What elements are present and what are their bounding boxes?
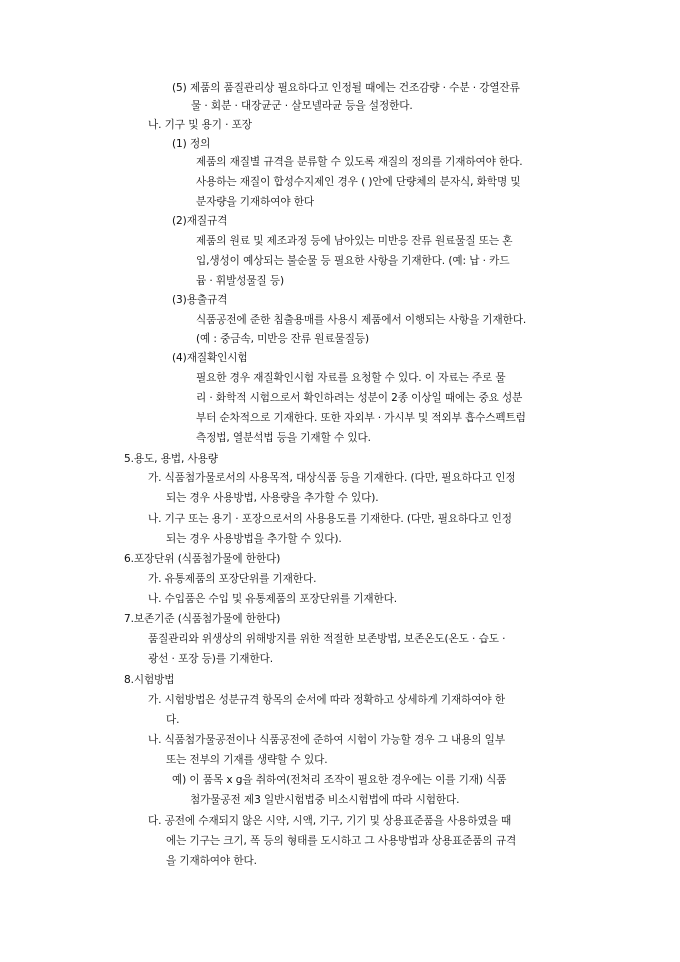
text-line: 가. 유통제품의 포장단위를 기재한다. — [148, 573, 317, 585]
text-line: 물 · 회분 · 대장균군 · 살모넬라균 등을 설정한다. — [191, 100, 413, 112]
text-line: 필요한 경우 재질확인시험 자료를 요청할 수 있다. 이 자료는 주로 물 — [196, 372, 506, 384]
text-line: 가. 식품첨가물로서의 사용목적, 대상식품 등을 기재한다. (다만, 필요하다고 인정 — [148, 472, 516, 484]
text-line: 다. 공전에 수재되지 않은 시약, 시액, 기구, 기기 및 상용표준품을 사용하였을 때 — [148, 815, 512, 827]
text-line: 예) 이 품목 x g을 취하여(전처리 조작이 필요한 경우에는 이를 기재) 식품 — [172, 774, 507, 786]
text-line: 측정법, 열분석법 등을 기재할 수 있다. — [196, 432, 371, 444]
text-line: 뮴 · 휘발성물질 등) — [196, 275, 285, 287]
text-line: 나. 기구 또는 용기 · 포장으로서의 사용용도를 기재한다. (다만, 필요하다고 인정 — [148, 513, 512, 525]
text-line: 되는 경우 사용방법, 사용량을 추가할 수 있다). — [166, 492, 379, 504]
text-line: 다. — [166, 714, 180, 726]
section-heading: 7.보존기준 (식품첨가물에 한한다) — [124, 613, 281, 625]
text-line: 나. 식품첨가물공전이나 식품공전에 준하여 시험이 가능할 경우 그 내용의 일부 — [148, 734, 505, 746]
text-line: 되는 경우 사용방법을 추가할 수 있다). — [166, 533, 342, 545]
text-line: (예 : 중금속, 미반응 잔류 원료물질등) — [196, 333, 370, 345]
subsection-heading: (4)재질확인시험 — [172, 352, 248, 364]
section-heading: 6.포장단위 (식품첨가물에 한한다) — [124, 553, 281, 565]
text-line: 부터 순차적으로 기재한다. 또한 자외부 · 가시부 및 적외부 흡수스펙트럼 — [196, 412, 526, 424]
text-line: 가. 시험방법은 성분규격 항목의 순서에 따라 정확하고 상세하게 기재하여야 한 — [148, 694, 505, 706]
text-line: 을 기재하여야 한다. — [166, 855, 257, 867]
text-line: 사용하는 재질이 합성수지제인 경우 ( )안에 단량체의 분자식, 화학명 및 — [196, 176, 521, 188]
text-line: 제품의 재질별 규격을 분류할 수 있도록 재질의 정의를 기재하여야 한다. — [196, 156, 523, 168]
subsection-heading: (3)용출규격 — [172, 294, 228, 306]
text-line: 또는 전부의 기재를 생략할 수 있다. — [166, 754, 328, 766]
text-line: 식품공전에 준한 침출용매를 사용시 제품에서 이행되는 사항을 기재한다. — [196, 314, 527, 326]
text-line: 에는 기구는 크기, 폭 등의 형태를 도시하고 그 사용방법과 상용표준품의 규격 — [166, 835, 517, 847]
text-line: 리 · 화학적 시험으로서 확인하려는 성분이 2종 이상일 때에는 중요 성분 — [196, 392, 523, 404]
subsection-heading: (1) 정의 — [172, 138, 211, 150]
section-heading: 나. 기구 및 용기 · 포장 — [148, 119, 252, 131]
text-line: 제품의 원료 및 제조과정 등에 남아있는 미반응 잔류 원료물질 또는 혼 — [196, 235, 513, 247]
subsection-heading: (2)재질규격 — [172, 215, 228, 227]
text-line: 나. 수입품은 수입 및 유통제품의 포장단위를 기재한다. — [148, 593, 398, 605]
text-line: (5) 제품의 품질관리상 필요하다고 인정될 때에는 건조감량 · 수분 · 강열잔류 — [172, 82, 520, 94]
text-line: 품질관리와 위생상의 위해방지를 위한 적절한 보존방법, 보존온도(온도 · 습도 · — [148, 633, 506, 645]
section-heading: 8.시험방법 — [124, 674, 175, 686]
text-line: 분자량을 기재하여야 한다 — [196, 196, 315, 208]
text-line: 입,생성이 예상되는 불순물 등 필요한 사항을 기재한다. (예: 납 · 카드 — [196, 255, 510, 267]
text-line: 광선 · 포장 등)를 기재한다. — [148, 653, 273, 665]
section-heading: 5.용도, 용법, 사용량 — [124, 453, 218, 465]
text-line: 첨가물공전 제3 일반시험법중 비소시험법에 따라 시험한다. — [190, 794, 460, 806]
